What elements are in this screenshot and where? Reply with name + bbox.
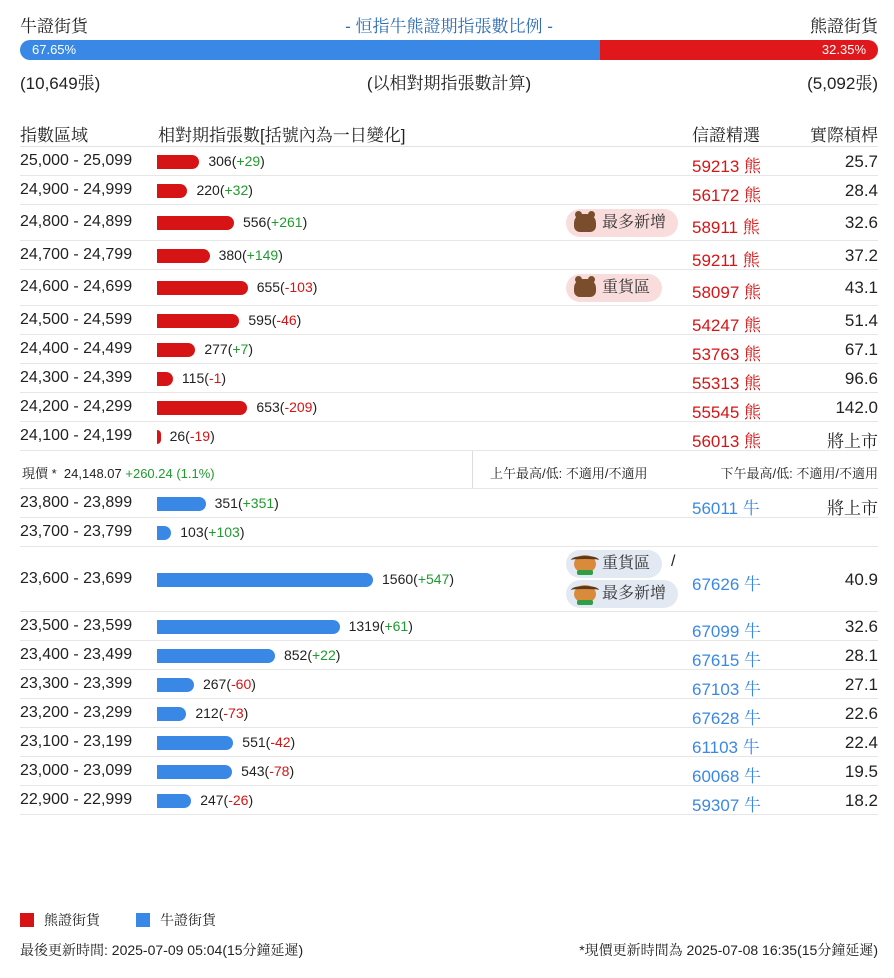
warrant-link[interactable]	[692, 213, 760, 238]
pm-high-low: 下午最高/低: 不適用/不適用	[720, 466, 878, 481]
contract-count: 267(-60)	[202, 675, 256, 692]
contract-count: 543(-78)	[241, 762, 295, 779]
warrant-code: 67628	[692, 708, 740, 728]
current-price-row	[20, 451, 878, 489]
warrant-code: 60068	[692, 766, 740, 786]
tag-label: 最多新增	[602, 585, 667, 602]
range-label: 23,800 - 23,899	[20, 493, 133, 511]
warrant-kind: 牛	[744, 795, 762, 815]
bear-volume-bar	[157, 372, 173, 386]
daily-change: -73	[223, 704, 244, 721]
contract-count: 1560(+547)	[382, 570, 455, 587]
bull-volume-bar	[157, 678, 194, 692]
contract-count: 277(+7)	[204, 340, 254, 357]
range-label: 23,000 - 23,099	[20, 761, 133, 779]
most-added-tag	[566, 209, 678, 237]
warrant-code: 59211	[692, 250, 739, 270]
warrant-code: 67626	[692, 574, 740, 594]
warrant-kind: 熊	[744, 156, 762, 176]
contract-count: 115(-1)	[181, 369, 227, 386]
daily-change: +351	[242, 494, 275, 511]
table-row	[20, 612, 878, 641]
warrant-link[interactable]	[692, 762, 761, 787]
warrant-kind: 牛	[744, 650, 762, 670]
bear-legend-label: 熊證街貨	[44, 912, 100, 928]
range-label: 24,200 - 24,299	[20, 397, 133, 415]
table-row	[20, 518, 878, 547]
bear-volume-bar	[157, 155, 199, 169]
bear-rows	[20, 147, 878, 451]
count-value: 655	[256, 279, 281, 295]
range-label: 23,200 - 23,299	[20, 703, 133, 721]
count-value: 351	[214, 494, 238, 511]
bear-count: (5,092張)	[807, 74, 878, 93]
count-value: 247	[200, 791, 224, 808]
leverage-value: 32.6	[844, 213, 878, 232]
warrant-code: 56011	[692, 498, 739, 518]
most-added-tag	[566, 580, 678, 608]
range-label: 24,700 - 24,799	[20, 245, 133, 263]
range-label: 23,700 - 23,799	[20, 522, 133, 540]
contract-count: 351(+351)	[214, 494, 279, 511]
bull-volume-bar	[157, 794, 191, 808]
contract-count: 655(-103)	[256, 279, 318, 295]
warrant-kind: 熊	[744, 315, 762, 335]
contract-count: 380(+149)	[218, 246, 283, 263]
heavy-zone-tag	[566, 274, 662, 302]
daily-change: -103	[284, 279, 313, 295]
range-label: 25,000 - 25,099	[20, 151, 133, 169]
current-value: 24,148.07	[63, 466, 122, 481]
ratio-counts	[20, 67, 878, 101]
range-label: 24,600 - 24,699	[20, 278, 133, 295]
table-row	[20, 270, 878, 306]
table-row	[20, 147, 878, 176]
warrant-link[interactable]	[692, 791, 761, 816]
bull-volume-bar	[157, 497, 206, 511]
count-value: 277	[204, 340, 228, 357]
warrant-link[interactable]	[692, 340, 761, 365]
table-row	[20, 241, 878, 270]
daily-change: -19	[189, 427, 211, 444]
range-label: 24,100 - 24,199	[20, 426, 133, 444]
leverage-value: 將上市	[827, 431, 878, 451]
range-label: 23,600 - 23,699	[20, 569, 133, 587]
last-update: 最後更新時間: 2025-07-09 05:04(15分鐘延遲)	[20, 942, 304, 958]
bear-mascot-icon	[574, 214, 596, 232]
range-label: 24,900 - 24,999	[20, 180, 133, 198]
range-label: 22,900 - 22,999	[20, 790, 133, 808]
bull-volume-bar	[157, 573, 373, 587]
leverage-value: 37.2	[844, 245, 878, 265]
warrant-kind: 熊	[744, 185, 762, 205]
daily-change: -42	[270, 733, 291, 750]
divider	[472, 451, 473, 488]
range-label: 23,100 - 23,199	[20, 732, 133, 750]
leverage-value: 22.4	[844, 732, 878, 752]
contract-count: 247(-26)	[200, 791, 254, 808]
warrant-kind: 牛	[744, 679, 762, 699]
contract-count: 103(+103)	[180, 523, 245, 540]
daily-change: +61	[384, 617, 409, 634]
ratio-note: (以相對期指張數計算)	[366, 74, 532, 93]
bear-volume-bar	[157, 249, 210, 263]
daily-change: +22	[312, 646, 336, 663]
count-value: 267	[202, 675, 227, 692]
warrant-kind: 熊	[744, 344, 762, 364]
bull-volume-bar	[157, 765, 232, 779]
warrant-link[interactable]	[692, 646, 761, 671]
warrant-kind: 牛	[744, 708, 762, 728]
count-value: 653	[256, 398, 280, 415]
daily-change: +32	[224, 181, 249, 198]
contract-count: 556(+261)	[242, 214, 308, 230]
count-value: 103	[180, 523, 204, 540]
warrant-kind: 熊	[744, 373, 762, 393]
contract-count: 212(-73)	[195, 704, 249, 721]
bull-volume-bar	[157, 526, 171, 540]
count-value: 543	[241, 762, 265, 779]
range-label: 24,800 - 24,899	[20, 213, 133, 230]
contract-count: 26(-19)	[169, 427, 215, 444]
table-row	[20, 641, 878, 670]
leverage-value: 將上市	[827, 498, 878, 518]
bull-mascot-icon	[574, 585, 596, 603]
header	[20, 0, 878, 40]
daily-change: -26	[228, 791, 249, 808]
warrant-kind: 熊	[744, 402, 762, 422]
count-value: 1319	[348, 617, 380, 634]
warrant-code: 67099	[692, 621, 740, 641]
warrant-kind: 熊	[744, 431, 762, 451]
table-row	[20, 393, 878, 422]
leverage-value: 32.6	[844, 616, 878, 636]
warrant-kind: 牛	[744, 766, 762, 786]
bear-volume-bar	[157, 343, 195, 357]
count-value: 595	[248, 311, 272, 328]
daily-change: +547	[417, 570, 450, 587]
bear-volume-bar	[157, 216, 234, 230]
bull-volume-bar	[157, 649, 275, 663]
daily-change: -1	[208, 369, 222, 386]
warrant-code: 55313	[692, 373, 740, 393]
table-row	[20, 728, 878, 757]
tag-separator: /	[671, 553, 676, 570]
main-panel	[20, 0, 878, 815]
warrant-code: 67615	[692, 650, 740, 670]
page-title: - 恒指牛熊證期指張數比例 -	[345, 17, 553, 36]
warrant-link[interactable]	[692, 152, 761, 177]
table-row	[20, 335, 878, 364]
warrant-link[interactable]	[692, 311, 761, 336]
warrant-link[interactable]	[692, 675, 761, 700]
leverage-value: 43.1	[844, 278, 878, 297]
current-change: +260.24 (1.1%)	[125, 466, 215, 481]
count-value: 551	[242, 733, 266, 750]
heavy-zone-tag	[566, 550, 662, 578]
bull-volume-bar	[157, 736, 233, 750]
daily-change: +103	[208, 523, 240, 540]
leverage-value: 18.2	[844, 790, 878, 810]
warrant-link[interactable]	[692, 733, 760, 758]
tag-label: 重貨區	[602, 279, 651, 296]
range-label: 23,400 - 23,499	[20, 645, 133, 663]
table-row	[20, 306, 878, 335]
count-value: 852	[283, 646, 308, 663]
warrant-kind: 牛	[742, 498, 760, 518]
count-value: 212	[195, 704, 219, 721]
contract-count: 306(+29)	[208, 152, 265, 169]
bull-rows	[20, 489, 878, 815]
bear-mascot-icon	[574, 279, 596, 297]
bear-header-label: 熊證街貨	[810, 17, 878, 36]
leverage-value: 51.4	[844, 310, 878, 330]
count-value: 26	[169, 427, 186, 444]
contract-count: 595(-46)	[248, 311, 302, 328]
table-row	[20, 757, 878, 786]
leverage-value: 25.7	[844, 151, 878, 171]
warrant-link[interactable]	[692, 398, 761, 423]
col-range: 指數區域	[20, 126, 88, 145]
warrant-kind: 熊	[742, 250, 760, 270]
warrant-code: 59307	[692, 795, 740, 815]
table-row	[20, 670, 878, 699]
table-row	[20, 364, 878, 393]
daily-change: +261	[271, 214, 303, 230]
table-row	[20, 699, 878, 728]
table-row	[20, 205, 878, 241]
table-row	[20, 786, 878, 815]
daily-change: +7	[232, 340, 249, 357]
warrant-code: 59213	[692, 156, 740, 176]
table-row	[20, 489, 878, 518]
range-label: 23,300 - 23,399	[20, 674, 133, 692]
daily-change: -78	[269, 762, 290, 779]
bull-legend-label: 牛證街貨	[160, 912, 216, 928]
price-update-note: *現價更新時間為 2025-07-08 16:35(15分鐘延遲)	[579, 942, 878, 958]
legend	[20, 910, 216, 930]
warrant-code: 54247	[692, 315, 740, 335]
leverage-value: 142.0	[835, 397, 878, 417]
warrant-kind: 熊	[742, 218, 760, 237]
warrant-code: 67103	[692, 679, 740, 699]
count-value: 380	[218, 246, 242, 263]
bear-legend-swatch	[20, 913, 34, 927]
bear-volume-bar	[157, 184, 187, 198]
leverage-value: 27.1	[844, 674, 878, 694]
warrant-code: 58097	[692, 283, 740, 302]
count-value: 1560	[382, 570, 414, 587]
warrant-code: 56172	[692, 185, 740, 205]
table-header	[20, 111, 878, 147]
warrant-link[interactable]	[692, 369, 761, 394]
warrant-code: 56013	[692, 431, 740, 451]
contract-count: 551(-42)	[242, 733, 296, 750]
bear-ratio-segment: 32.35%	[600, 40, 878, 60]
bear-volume-bar	[157, 430, 161, 444]
bear-volume-bar	[157, 281, 248, 295]
bull-mascot-icon	[574, 555, 596, 573]
count-value: 306	[208, 152, 232, 169]
leverage-value: 40.9	[844, 569, 878, 589]
daily-change: -46	[276, 311, 297, 328]
warrant-kind: 牛	[744, 621, 762, 641]
warrant-link[interactable]	[692, 181, 761, 206]
am-high-low: 上午最高/低: 不適用/不適用	[490, 466, 648, 481]
range-label: 24,400 - 24,499	[20, 339, 133, 357]
contract-count: 1319(+61)	[348, 617, 413, 634]
warrant-code: 58911	[692, 218, 739, 237]
warrant-kind: 牛	[742, 737, 760, 757]
warrant-link[interactable]	[692, 617, 761, 642]
warrant-link[interactable]	[692, 246, 760, 271]
warrant-link[interactable]	[692, 704, 761, 729]
bull-volume-bar	[157, 620, 340, 634]
daily-change: +29	[236, 152, 261, 169]
tag-label: 重貨區	[602, 555, 651, 572]
table-row	[20, 176, 878, 205]
range-label: 24,500 - 24,599	[20, 310, 133, 328]
warrant-code: 55545	[692, 402, 740, 422]
count-value: 220	[196, 181, 220, 198]
table-row	[20, 422, 878, 451]
leverage-value: 96.6	[844, 368, 878, 388]
count-value: 115	[181, 369, 205, 386]
bull-volume-bar	[157, 707, 186, 721]
warrant-code: 53763	[692, 344, 740, 364]
warrant-link[interactable]	[692, 278, 761, 303]
bull-legend-swatch	[136, 913, 150, 927]
count-value: 556	[242, 214, 267, 230]
leverage-value: 22.6	[844, 703, 878, 723]
daily-change: -60	[231, 675, 252, 692]
warrant-kind: 熊	[744, 283, 762, 302]
leverage-value: 28.1	[844, 645, 878, 665]
contract-count: 220(+32)	[196, 181, 253, 198]
ratio-bar	[20, 40, 878, 60]
warrant-link[interactable]	[692, 427, 761, 452]
contract-count: 852(+22)	[283, 646, 341, 663]
bull-header-label: 牛證街貨	[20, 17, 88, 36]
col-warrant: 信證精選	[692, 126, 760, 145]
tag-label: 最多新增	[602, 214, 667, 231]
warrant-code: 61103	[692, 737, 739, 757]
bull-count: (10,649張)	[20, 74, 101, 93]
warrant-kind: 牛	[744, 574, 762, 594]
current-price	[22, 463, 215, 482]
range-label: 24,300 - 24,399	[20, 368, 133, 386]
col-contracts: 相對期指張數[括號內為一日變化]	[158, 126, 406, 145]
range-label: 23,500 - 23,599	[20, 616, 133, 634]
contract-count: 653(-209)	[256, 398, 318, 415]
warrant-link[interactable]	[692, 494, 760, 519]
leverage-value: 19.5	[844, 761, 878, 781]
daily-change: -209	[284, 398, 313, 415]
daily-change: +149	[246, 246, 279, 263]
current-label: 現價 *	[22, 466, 57, 481]
col-leverage: 實際槓桿	[810, 126, 878, 145]
leverage-value: 28.4	[844, 180, 878, 200]
table-row	[20, 547, 878, 612]
bear-volume-bar	[157, 314, 239, 328]
bear-volume-bar	[157, 401, 247, 415]
warrant-link[interactable]	[692, 570, 761, 595]
bull-ratio-segment: 67.65%	[20, 40, 600, 60]
leverage-value: 67.1	[844, 339, 878, 359]
